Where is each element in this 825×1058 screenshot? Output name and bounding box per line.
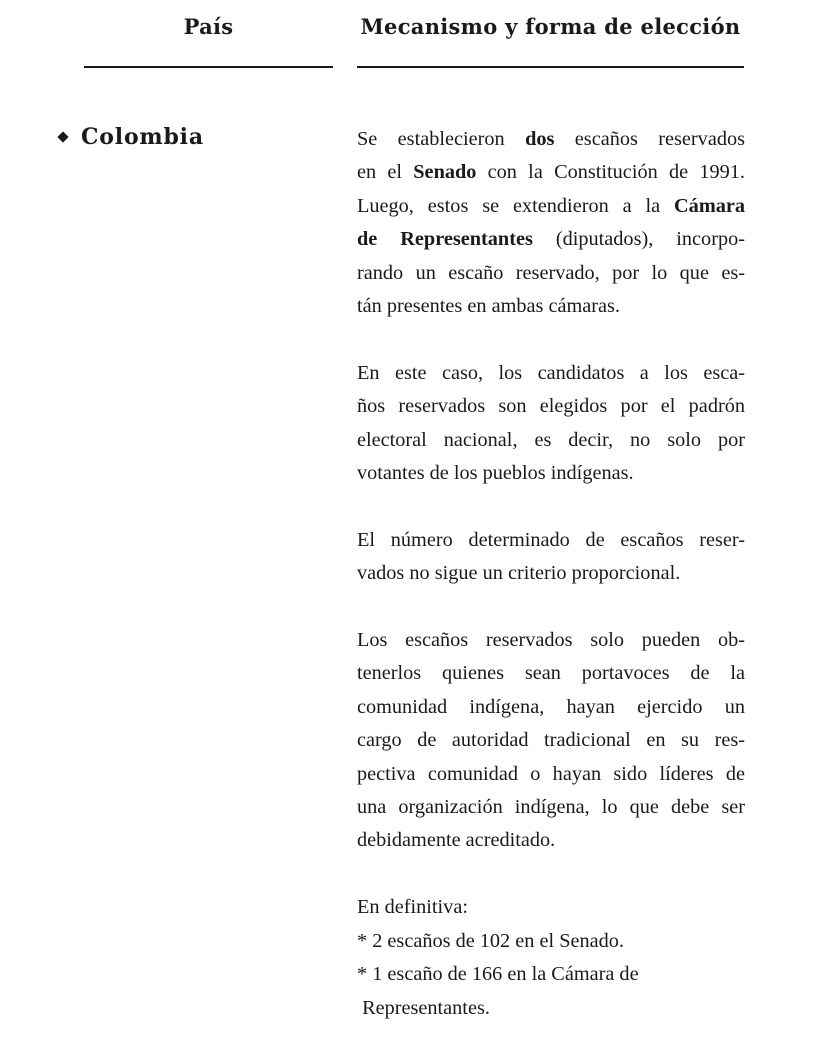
diamond-bullet-icon xyxy=(57,131,68,142)
header-rule-country xyxy=(84,66,333,68)
text-line xyxy=(357,190,745,223)
text-run: tán presentes en ambas cámaras. xyxy=(357,295,620,318)
text-line xyxy=(357,791,745,824)
text-line xyxy=(357,257,745,290)
text-run: una organización indígena, lo que debe ser xyxy=(357,796,745,819)
column-header-mechanism: Mecanismo y forma de elección xyxy=(360,14,741,39)
text-line xyxy=(357,123,745,156)
text-run: Representantes. xyxy=(357,996,490,1019)
text-line xyxy=(357,457,745,490)
text-run: debidamente acreditado. xyxy=(357,829,556,852)
text-run: electoral nacional, es decir, no solo por xyxy=(357,428,745,451)
header-rule-mechanism xyxy=(357,66,744,68)
description-paragraph xyxy=(357,357,745,491)
text-line xyxy=(357,524,745,557)
description-paragraph xyxy=(357,123,745,323)
text-line xyxy=(357,624,745,657)
description-paragraph xyxy=(357,891,745,1025)
text-run: Luego, estos se extendieron a la xyxy=(357,194,675,217)
text-run: rando un escaño reservado, por lo que es- xyxy=(357,261,745,284)
text-run: Los escaños reservados solo pueden ob- xyxy=(357,629,745,652)
bold-text-run: dos xyxy=(525,128,555,150)
text-run: Se establecieron xyxy=(357,128,526,150)
text-run: ños reservados son elegidos por el padrón xyxy=(357,395,745,418)
text-line xyxy=(357,390,745,423)
text-line xyxy=(357,557,745,590)
text-run: escaños reservados xyxy=(554,128,746,150)
text-line xyxy=(357,724,745,757)
text-run: vados no sigue un criterio proporcional. xyxy=(357,562,681,585)
text-line xyxy=(357,357,745,390)
text-run: comunidad indígena, hayan ejercido un xyxy=(357,695,745,718)
text-run: En definitiva: xyxy=(357,896,468,919)
description-paragraph xyxy=(357,624,745,858)
text-line xyxy=(357,992,745,1025)
mechanism-description xyxy=(357,123,745,1058)
text-run: (diputados), incorpo- xyxy=(532,228,745,251)
text-run: pectiva comunidad o hayan sido líderes de xyxy=(357,762,745,785)
text-line xyxy=(357,758,745,791)
text-run: * 2 escaños de 102 en el Senado. xyxy=(357,929,624,952)
text-run: * 1 escaño de 166 en la Cámara de xyxy=(357,963,639,986)
text-line xyxy=(357,290,745,323)
text-line xyxy=(357,657,745,690)
text-line xyxy=(357,824,745,857)
text-line xyxy=(357,691,745,724)
text-run: con la Constitución de 1991. xyxy=(476,161,745,184)
column-header-country: País xyxy=(183,14,234,39)
bold-text-run: Cámara xyxy=(674,194,745,217)
text-line xyxy=(357,424,745,457)
country-name: Colombia xyxy=(81,124,204,150)
description-paragraph xyxy=(357,524,745,591)
text-line xyxy=(357,891,745,924)
country-row xyxy=(56,124,204,150)
text-run: cargo de autoridad tradicional en su res- xyxy=(357,729,745,752)
text-line xyxy=(357,156,745,189)
text-run: El número determinado de escaños reser- xyxy=(357,528,745,551)
text-run: tenerlos quienes sean portavoces de la xyxy=(357,662,745,685)
text-run: En este caso, los candidatos a los esca- xyxy=(357,361,745,384)
text-line xyxy=(357,925,745,958)
bold-text-run: de Representantes xyxy=(357,228,533,251)
text-line xyxy=(357,223,745,256)
text-run: en el xyxy=(357,161,414,184)
bold-text-run: Senado xyxy=(413,161,477,184)
text-line xyxy=(357,958,745,991)
text-run: votantes de los pueblos indígenas. xyxy=(357,462,634,485)
